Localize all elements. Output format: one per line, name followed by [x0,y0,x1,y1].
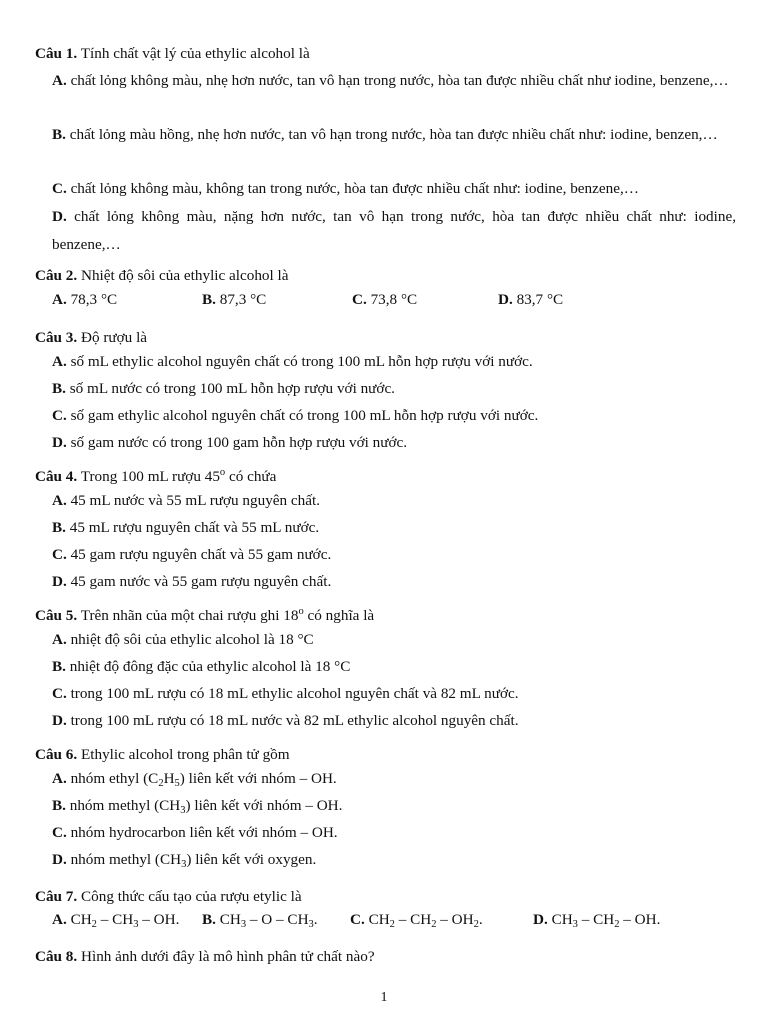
option-c: C. số gam ethylic alcohol nguyên chất có trong 100 mL hỗn hợp rượu với nước. [52,407,539,424]
question-label: Câu 2. [35,267,78,284]
option-d: D. số gam nước có trong 100 gam hỗn hợp rượu với nước. [52,434,408,451]
question-label: Câu 1. [35,45,78,62]
option-a: A. $CH_2 - CH_3$ – OH. [52,911,180,930]
option-b: B. nhiệt độ đông đặc của ethylic alcohol là 18 °C [52,658,351,675]
question-stem: Câu 5. Trên nhãn của một chai rượu ghi 18$^o$ có nghĩa là [35,606,375,624]
question-text: Công thức cấu tạo của rượu etylic là [81,888,302,905]
question-text: Hình ảnh dưới đây là mô hình phân tử chất nào? [81,948,375,965]
question-stem [35,267,289,285]
option-c: C. 73,8 °C [352,291,418,308]
page-number: 1 [380,990,388,1005]
question-stem [35,948,375,966]
question-label: Câu 5. [35,607,78,624]
option-a: A. 45 mL nước và 55 mL rượu nguyên chất. [52,492,321,509]
option-a: A. nhiệt độ sôi của ethylic alcohol là 18 °C [52,631,314,648]
option-b: B. $CH_3$ – O – $CH_3$. [202,911,318,930]
option-d: D. nhóm methyl $(CH_3)$ liên kết với oxygen. [52,851,317,870]
question-label: Câu 3. [35,329,78,346]
question-stem: Câu 4. Trong 100 mL rượu 45$^o$ có chứa [35,467,277,485]
option-c: C. $CH_2 - CH_2 - OH_2$. [350,911,483,930]
question-label: Câu 4. [35,468,78,485]
option-a: A. số mL ethylic alcohol nguyên chất có trong 100 mL hỗn hợp rượu với nước. [52,353,533,370]
option-b: B. 45 mL rượu nguyên chất và 55 mL nước. [52,519,320,536]
question-text: Độ rượu là [81,329,148,346]
question-stem [35,746,290,764]
option-a: A. nhóm ethyl $(C_2H_5)$ liên kết với nhóm – OH. [52,770,337,789]
question-text: Nhiệt độ sôi của ethylic alcohol là [81,267,289,284]
option-d: D. $CH_3 - CH_2$ – OH. [533,911,661,930]
option-a: A. chất lỏng không màu, nhẹ hơn nước, tan vô hạn trong nước, hòa tan được nhiều chất như iodine, benzene,… [52,72,729,89]
question-text: Tính chất vật lý của ethylic alcohol là [80,45,310,62]
option-c: C. 45 gam rượu nguyên chất và 55 gam nước. [52,546,332,563]
question-stem [35,329,147,347]
option-b: B. chất lỏng màu hồng, nhẹ hơn nước, tan vô hạn trong nước, hòa tan được nhiều chất như: iodine, benzen,… [52,126,718,143]
question-stem [35,888,302,906]
option-c: C. trong 100 mL rượu có 18 mL ethylic alcohol nguyên chất và 82 mL nước. [52,685,519,702]
option-b: B. 87,3 °C [202,291,267,308]
question-label: Câu 7. [35,888,78,905]
question-stem [35,45,310,63]
question-label: Câu 8. [35,948,78,965]
option-d: D. 45 gam nước và 55 gam rượu nguyên chất. [52,573,332,590]
option-d: D. 83,7 °C [498,291,564,308]
question-text: Ethylic alcohol trong phân tử gồm [81,746,290,763]
option-c: C. chất lỏng không màu, không tan trong nước, hòa tan được nhiều chất như: iodine, benzene,… [52,180,639,197]
option-c: C. nhóm hydrocarbon liên kết với nhóm – OH. [52,824,338,841]
option-a: A. 78,3 °C [52,291,118,308]
option-b: B. số mL nước có trong 100 mL hỗn hợp rượu với nước. [52,380,395,397]
option-d: D. chất lỏng không màu, nặng hơn nước, tan vô hạn trong nước, hòa tan được nhiều chất như: iodine, benzene,… [52,208,737,253]
option-b: B. nhóm methyl $(CH_3)$ liên kết với nhóm – OH. [52,797,343,816]
question-label: Câu 6. [35,746,78,763]
option-d: D. trong 100 mL rượu có 18 mL nước và 82 mL ethylic alcohol nguyên chất. [52,712,519,729]
